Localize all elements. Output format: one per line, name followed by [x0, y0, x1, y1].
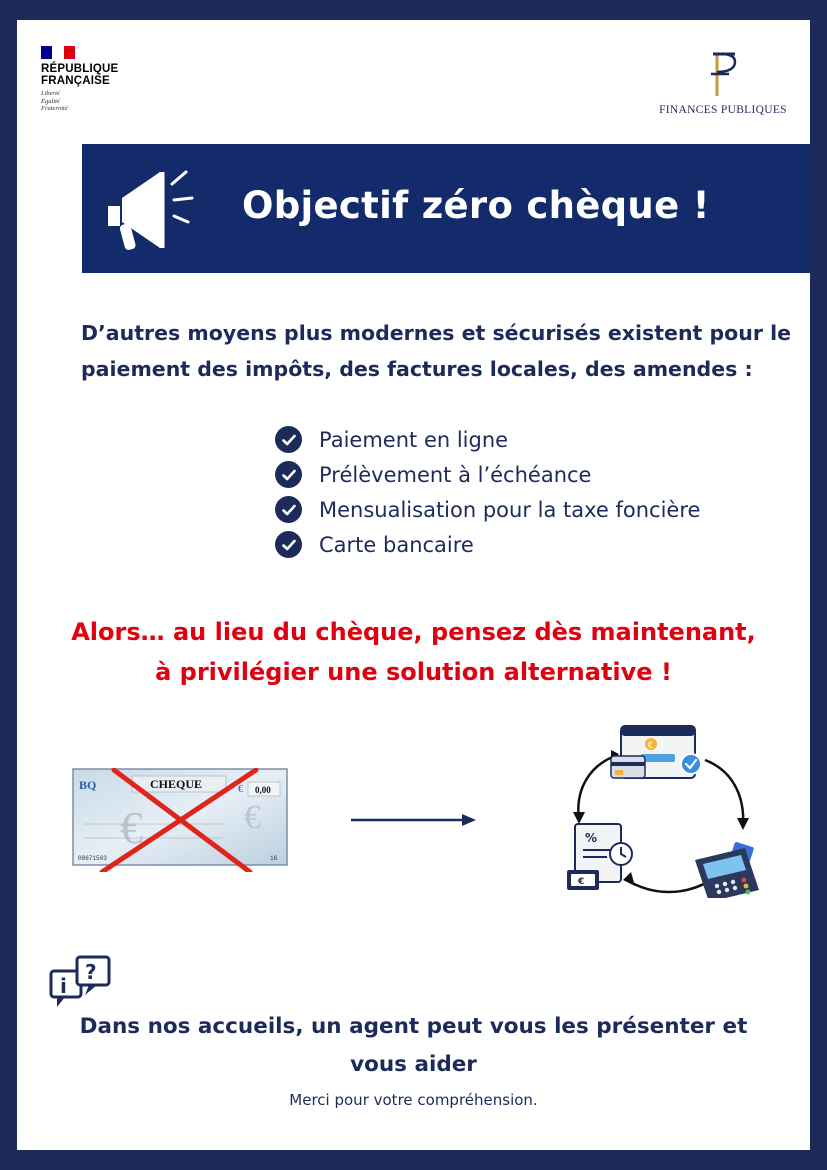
arrow-right-icon	[350, 812, 480, 828]
svg-text:€: €	[244, 799, 261, 836]
megaphone-icon	[102, 164, 197, 256]
check-circle-icon	[275, 496, 302, 523]
alert-line1: Alors… au lieu du chèque, pensez dès maintenant,	[71, 618, 756, 646]
info-question-bubbles-icon	[47, 953, 113, 1009]
svg-text:i: i	[60, 974, 67, 998]
payment-alternatives-illustration	[545, 720, 765, 898]
invoice-icon	[567, 824, 632, 890]
list-item	[275, 422, 700, 457]
title-banner	[82, 144, 810, 273]
intro-line2: paiement des impôts, des factures locales, des amendes :	[81, 357, 753, 381]
cheque-number: 08671503	[78, 855, 107, 862]
cheque-title: CHEQUE	[150, 777, 203, 791]
svg-text:%: %	[585, 831, 598, 845]
crossed-cheque-illustration	[72, 768, 290, 872]
thanks-text: Merci pour votre compréhension.	[289, 1091, 538, 1109]
check-circle-icon	[275, 531, 302, 558]
motto-liberte: Liberté	[41, 90, 60, 97]
svg-text:?: ?	[85, 960, 97, 984]
rf-title-line2: FRANÇAISE	[41, 75, 110, 87]
check-circle-icon	[275, 426, 302, 453]
intro-line1: D’autres moyens plus modernes et sécurisés existent pour le	[81, 321, 792, 345]
motto-fraternite: Fraternité	[41, 105, 68, 112]
list-item	[275, 527, 700, 562]
intro-paragraph	[81, 315, 806, 387]
svg-text:€: €	[120, 802, 143, 853]
list-item-label: Prélèvement à l’échéance	[319, 462, 592, 487]
check-circle-icon	[275, 461, 302, 488]
rf-title-line1: RÉPUBLIQUE	[41, 63, 119, 75]
cheque-bank: BQ	[79, 778, 97, 792]
list-item	[275, 457, 700, 492]
online-payment-icon	[611, 726, 701, 778]
list-item-label: Mensualisation pour la taxe foncière	[319, 497, 701, 522]
footer-line2: vous aider	[350, 1052, 477, 1077]
page-title: Objectif zéro chèque !	[242, 184, 710, 227]
cheque-amount: 0,00	[255, 785, 271, 795]
list-item-label: Carte bancaire	[319, 532, 474, 557]
finances-publiques-logo	[653, 50, 793, 116]
republique-francaise-logo	[41, 46, 131, 113]
alert-message	[37, 612, 790, 692]
footer-line1: Dans nos accueils, un agent peut vous les présenter et	[79, 1014, 748, 1039]
cheque-code: 16	[270, 855, 278, 862]
poster-page	[17, 20, 810, 1150]
card-terminal-icon	[695, 841, 759, 898]
svg-text:€: €	[647, 741, 654, 751]
alert-line2: à privilégier une solution alternative !	[155, 658, 672, 686]
cheque-currency: €	[238, 784, 243, 795]
payment-methods-list	[275, 422, 700, 562]
french-flag-icon	[41, 46, 75, 59]
motto-egalite: Égalité	[41, 97, 60, 105]
footer-message	[57, 1008, 770, 1084]
finances-publiques-text: FINANCES PUBLIQUES	[659, 104, 787, 116]
fp-monogram-icon	[705, 50, 741, 98]
list-item-label: Paiement en ligne	[319, 427, 509, 452]
svg-text:€: €	[578, 877, 585, 887]
list-item	[275, 492, 700, 527]
